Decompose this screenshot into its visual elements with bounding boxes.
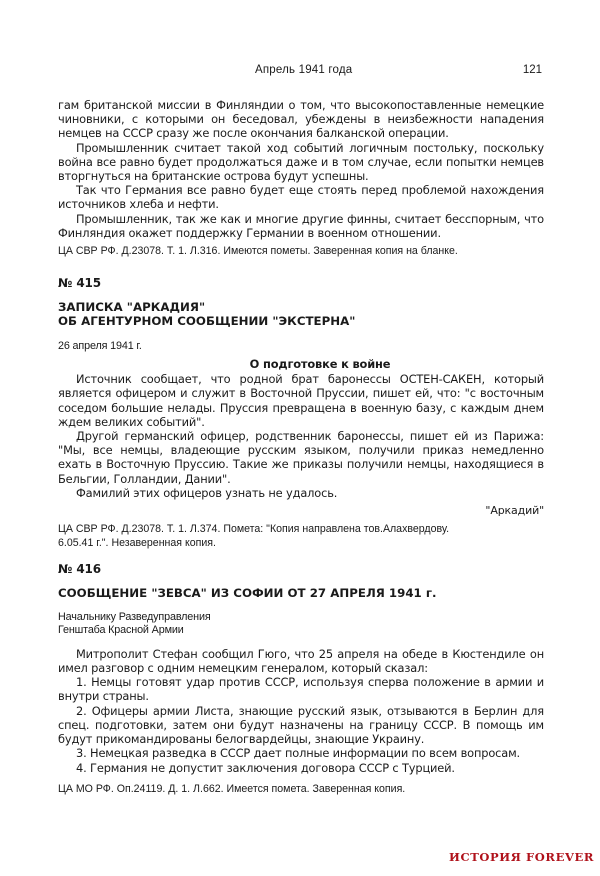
source-note: ЦА МО РФ. Оп.24119. Д. 1. Л.662. Имеется помета. Заверенная копия. — [58, 782, 406, 795]
document-paragraph: 1. Немцы готовят удар против СССР, используя сперва положение в армии и внутри страны. — [58, 675, 544, 704]
document-subheading: О подготовке к войне — [249, 356, 391, 371]
running-header — [0, 64, 600, 80]
document-paragraph: Митрополит Стефан сообщил Гюго, что 25 апреля на обеде в Кюстендиле он имел разговор с одним немецким генералом, который сказал: — [58, 646, 544, 676]
document-paragraph: 2. Офицеры армии Листа, знающие русский язык, отзываются в Берлин для спец. подготовки, затем они будут назначены на границу СССР. В помощь им будут прикомандированы белогвардейцы, знающие Украину. — [58, 703, 544, 747]
source-note-line: ЦА СВР РФ. Д.23078. Т. 1. Л.374. Помета: "Копия направлена тов.Алахвердову. — [58, 523, 450, 536]
addressee — [58, 611, 544, 638]
document-paragraph: Другой германский офицер, родственник баронессы, пишет ей из Парижа: "Мы, все немцы, владеющие русским языком, получили приказ немедленно ехать в Восточную Пруссию. Такие же приказы получили немцы, находящиеся в Бельгии, Голландии, Дании". — [58, 428, 544, 486]
source-note-line: 6.05.41 г.". Незаверенная копия. — [58, 536, 216, 549]
document-heading: СООБЩЕНИЕ "ЗЕВСА" ИЗ СОФИИ ОТ 27 АПРЕЛЯ 1941 г. — [58, 586, 437, 601]
document-heading: ЗАПИСКА "АРКАДИЯ" — [58, 299, 206, 314]
document-paragraph: Фамилий этих офицеров узнать не удалось. — [76, 485, 338, 500]
intro-paragraph: Так что Германия все равно будет еще стоять перед проблемой нахождения источников хлеба и нефти. — [58, 183, 544, 212]
intro-section — [58, 98, 544, 259]
intro-paragraph: Промышленник, так же как и многие другие финны, считает бесспорным, что Финляндия окажет поддержку Германии в военном отношении. — [58, 211, 544, 240]
document-416 — [58, 562, 544, 796]
document-heading: ОБ АГЕНТУРНОМ СООБЩЕНИИ "ЭКСТЕРНА" — [58, 314, 356, 329]
watermark-logo: ИСТОРИЯ FOREVER — [448, 850, 594, 864]
intro-paragraph: Промышленник считает такой ход событий логичным постольку, поскольку война все равно будет продолжаться даже и в том случае, если попытки немцев вторгнуться на британские острова будут успешны. — [58, 140, 544, 184]
document-paragraph: 4. Германия не допустит заключения договора СССР с Турцией. — [76, 760, 455, 775]
document-paragraph: Источник сообщает, что родной брат баронессы ОСТЕН-САКЕН, который является офицером и служит в Восточной Пруссии, пишет ей, что: "с восточным соседом большие нелады. Пруссия превращена в военную базу, с каждым днем ждем великих событий". — [58, 372, 544, 429]
document-paragraph: 3. Немецкая разведка в СССР дает полные информации по всем вопросам. — [76, 746, 521, 761]
intro-paragraph: гам британской миссии в Финляндии о том, что высокопоставленные немецкие чиновники, с которыми он беседовал, убеждены в неизбежности нападения немцев на СССР сразу же после окончания балканской операции. — [58, 98, 544, 141]
document-date: 26 апреля 1941 г. — [58, 339, 142, 352]
page-content — [58, 98, 544, 796]
addressee-line: Начальнику Разведуправления — [58, 610, 211, 623]
document-number: № 416 — [58, 562, 101, 577]
document-415 — [58, 276, 544, 551]
document-number: № 415 — [58, 275, 101, 290]
intro-source-note: ЦА СВР РФ. Д.23078. Т. 1. Л.316. Имеются пометы. Заверенная копия на бланке. — [58, 245, 458, 258]
page-number: 121 — [522, 64, 542, 76]
addressee-line: Генштаба Красной Армии — [58, 624, 184, 637]
signature: "Аркадий" — [485, 503, 544, 517]
running-title: Апрель 1941 года — [255, 64, 353, 76]
